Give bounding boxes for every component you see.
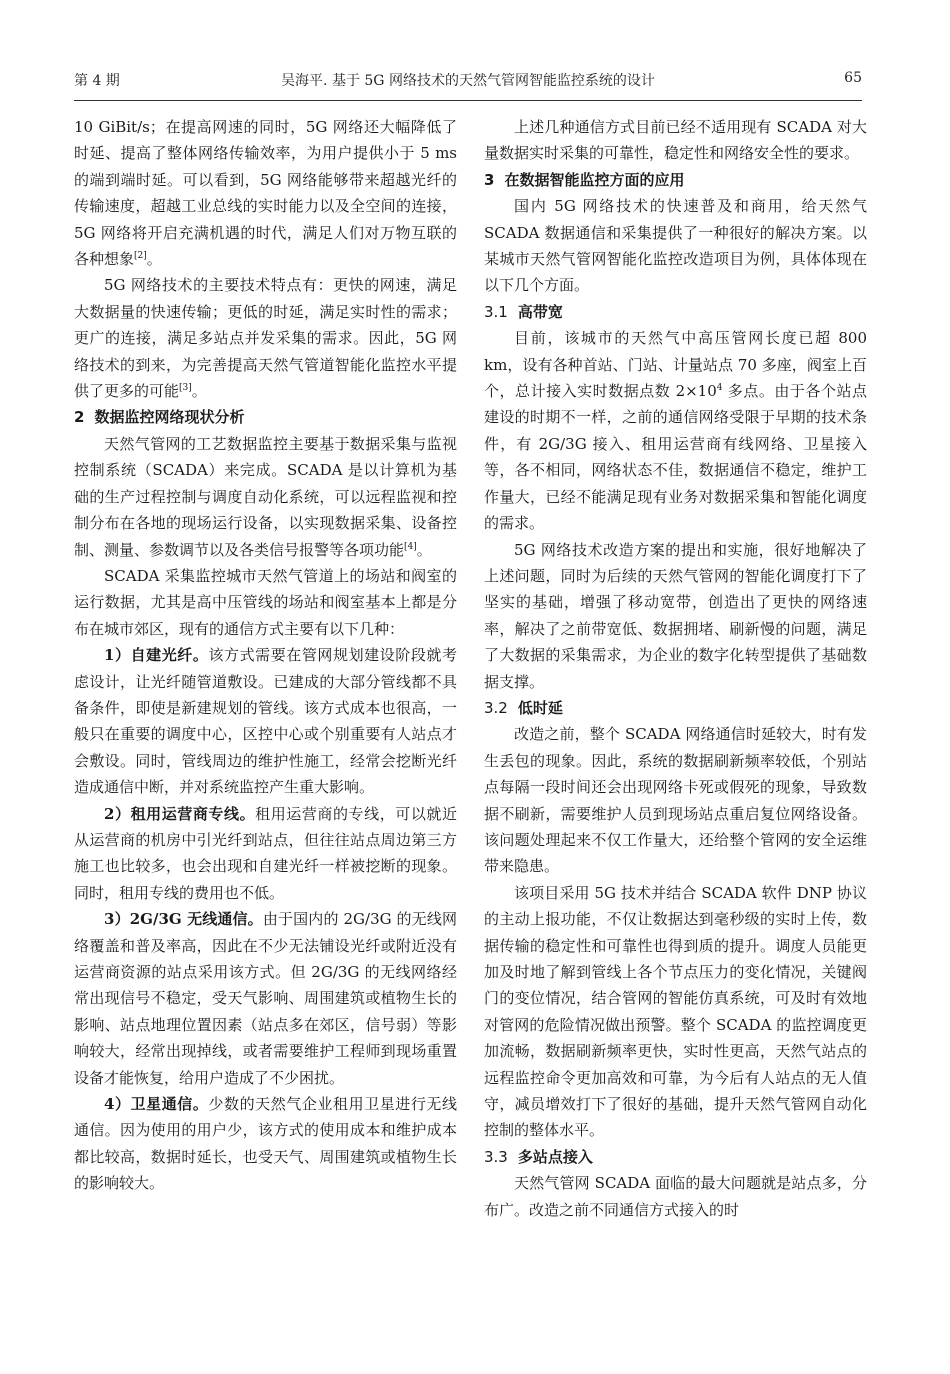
- subsection-heading: 3.3 多站点接入: [484, 1147, 593, 1166]
- list-item: 2）租用运营商专线。租用运营商的专线，可以就近从运营商的机房中引光纤到站点，但往往站点周边第三方施工也比较多，也会出现和自建光纤一样被挖断的现象。同时，租用专线的费用也不低。: [74, 804, 457, 902]
- header-rule: [74, 100, 862, 101]
- superscript: 4: [716, 383, 723, 394]
- paragraph: 该项目采用 5G 技术并结合 SCADA 软件 DNP 协议的主动上报功能，不仅让数据达到毫秒级的实时上传，数据传输的稳定性和可靠性也得到质的提升。调度人员能更加及时地了解到管线上各个节点压力的变化情况，关键阀门的变位情况，结合管网的智能仿真系统，可及时有效地对管网的危险情况做出预警。整个 SCADA 的监控调度更加流畅，数据刷新频率更快，实时性更高，天然气站点的远程监控命令更加高效和可靠，为今后有人站点的无人值守，减员增效打下了很好的基础，提升天然气管网自动化控制的整体水平。: [484, 883, 867, 1140]
- paragraph: 5G 网络技术的主要技术特点有：更快的网速，满足大数据量的快速传输；更低的时延，满足实时性的需求；更广的连接，满足多站点并发采集的需求。因此，5G 网络技术的到来，为完善提高天然气管道智能化监控水平提供了更多的可能[3]。: [74, 276, 457, 401]
- paragraph: 天然气管网的工艺数据监控主要基于数据采集与监视控制系统（SCADA）来完成。SCADA 是以计算机为基础的生产过程控制与调度自动化系统，可以远程监视和控制分布在各地的现场运行设备，以实现数据采集、设备控制、测量、参数调节以及各类信号报警等各项功能[4]。: [74, 434, 457, 559]
- paragraph: SCADA 采集监控城市天然气管道上的场站和阀室的运行数据，尤其是高中压管线的场站和阀室基本上都是分布在城市郊区，现有的通信方式主要有以下几种：: [74, 566, 457, 638]
- list-item: 3）2G/3G 无线通信。由于国内的 2G/3G 的无线网络覆盖和普及率高，因此在不少无法铺设光纤或附近没有运营商资源的站点采用该方式。但 2G/3G 的无线网络经常出现信号不稳定，受天气影响、周围建筑或植物生长的影响、站点地理位置因素（站点多在郊区，信号弱）等影响较大，经常出现掉线，或者需要维护工程师到现场重置设备才能恢复，给用户造成了不少困扰。: [74, 910, 457, 1087]
- citation: [4]: [404, 541, 417, 552]
- subsection-heading: 3.2 低时延: [484, 698, 563, 717]
- left-column: [74, 114, 457, 1197]
- paragraph: 目前，该城市的天然气中高压管网长度已超 800 km，设有各种首站、门站、计量站点 70 多座，阀室上百个，总计接入实时数据点数 $2\times 10^4$ 多点。由于各个站点建设的时期不一样，之前的通信网络受限于早期的技术条件，有 2G/3G 接入、租用运营商有线网络、卫星接入等，各不相同，网络状态不佳，数据通信不稳定，维护工作量大，已经不能满足现有业务对数据采集和智能化调度的需求。: [484, 329, 867, 533]
- running-title: 吴海平. 基于 5G 网络技术的天然气管网智能监控系统的设计: [281, 73, 655, 89]
- list-item: 1）自建光纤。该方式需要在管网规划建设阶段就考虑设计，让光纤随管道敷设。已建成的大部分管线都不具备条件，即使是新建规划的管线。该方式成本也很高，一般只在重要的调度中心，区控中心或个别重要有人站点才会敷设。同时，管线周边的维护性施工，经常会挖断光纤造成通信中断，并对系统监控产生重大影响。: [74, 646, 457, 797]
- paragraph: 改造之前，整个 SCADA 网络通信时延较大，时有发生丢包的现象。因此，系统的数据刷新频率较低，个别站点每隔一段时间还会出现网络卡死或假死的现象，导致数据不刷新，需要维护人员到现场站点重启复位网络设备。该问题处理起来不仅工作量大，还给整个管网的安全运维带来隐患。: [484, 725, 867, 876]
- page-number: 65: [844, 70, 862, 86]
- issue-number: 第 4 期: [74, 73, 120, 89]
- section-heading: 3 在数据智能监控方面的应用: [484, 170, 685, 189]
- paragraph: 5G 网络技术改造方案的提出和实施，很好地解决了上述问题，同时为后续的天然气管网的智能化调度打下了坚实的基础，增强了移动宽带，创造出了更快的网络速率，解决了之前带宽低、数据拥堵、刷新慢的问题，满足了大数据的采集需求，为企业的数字化转型提供了基础数据支撑。: [484, 540, 867, 691]
- paragraph: 10 GiBit/s；在提高网速的同时，5G 网络还大幅降低了时延、提高了整体网络传输效率，为用户提供小于 5 ms 的端到端时延。可以看到，5G 网络能够带来超越光纤的传输速度，超越工业总线的实时能力以及全空间的连接，5G 网络将开启充满机遇的时代，满足人们对万物互联的各种想象[2]。: [74, 118, 457, 269]
- subsection-heading: 3.1 高带宽: [484, 302, 563, 321]
- section-heading: 2 数据监控网络现状分析: [74, 408, 245, 427]
- list-item: 4）卫星通信。少数的天然气企业租用卫星进行无线通信。因为使用的用户少，该方式的使用成本和维护成本都比较高，数据时延长，也受天气、周围建筑或植物生长的影响较大。: [74, 1095, 457, 1193]
- citation: [2]: [134, 251, 147, 262]
- paragraph: 国内 5G 网络技术的快速普及和商用，给天然气 SCADA 数据通信和采集提供了一种很好的解决方案。以某城市天然气管网智能化监控改造项目为例，具体体现在以下几个方面。: [484, 197, 867, 295]
- citation: [3]: [179, 383, 192, 394]
- running-header: [74, 62, 862, 102]
- paragraph: 上述几种通信方式目前已经不适用现有 SCADA 对大量数据实时采集的可靠性，稳定性和网络安全性的要求。: [484, 118, 867, 163]
- paragraph: 天然气管网 SCADA 面临的最大问题就是站点多，分布广。改造之前不同通信方式接入的时: [484, 1174, 867, 1219]
- right-column: [484, 114, 867, 1223]
